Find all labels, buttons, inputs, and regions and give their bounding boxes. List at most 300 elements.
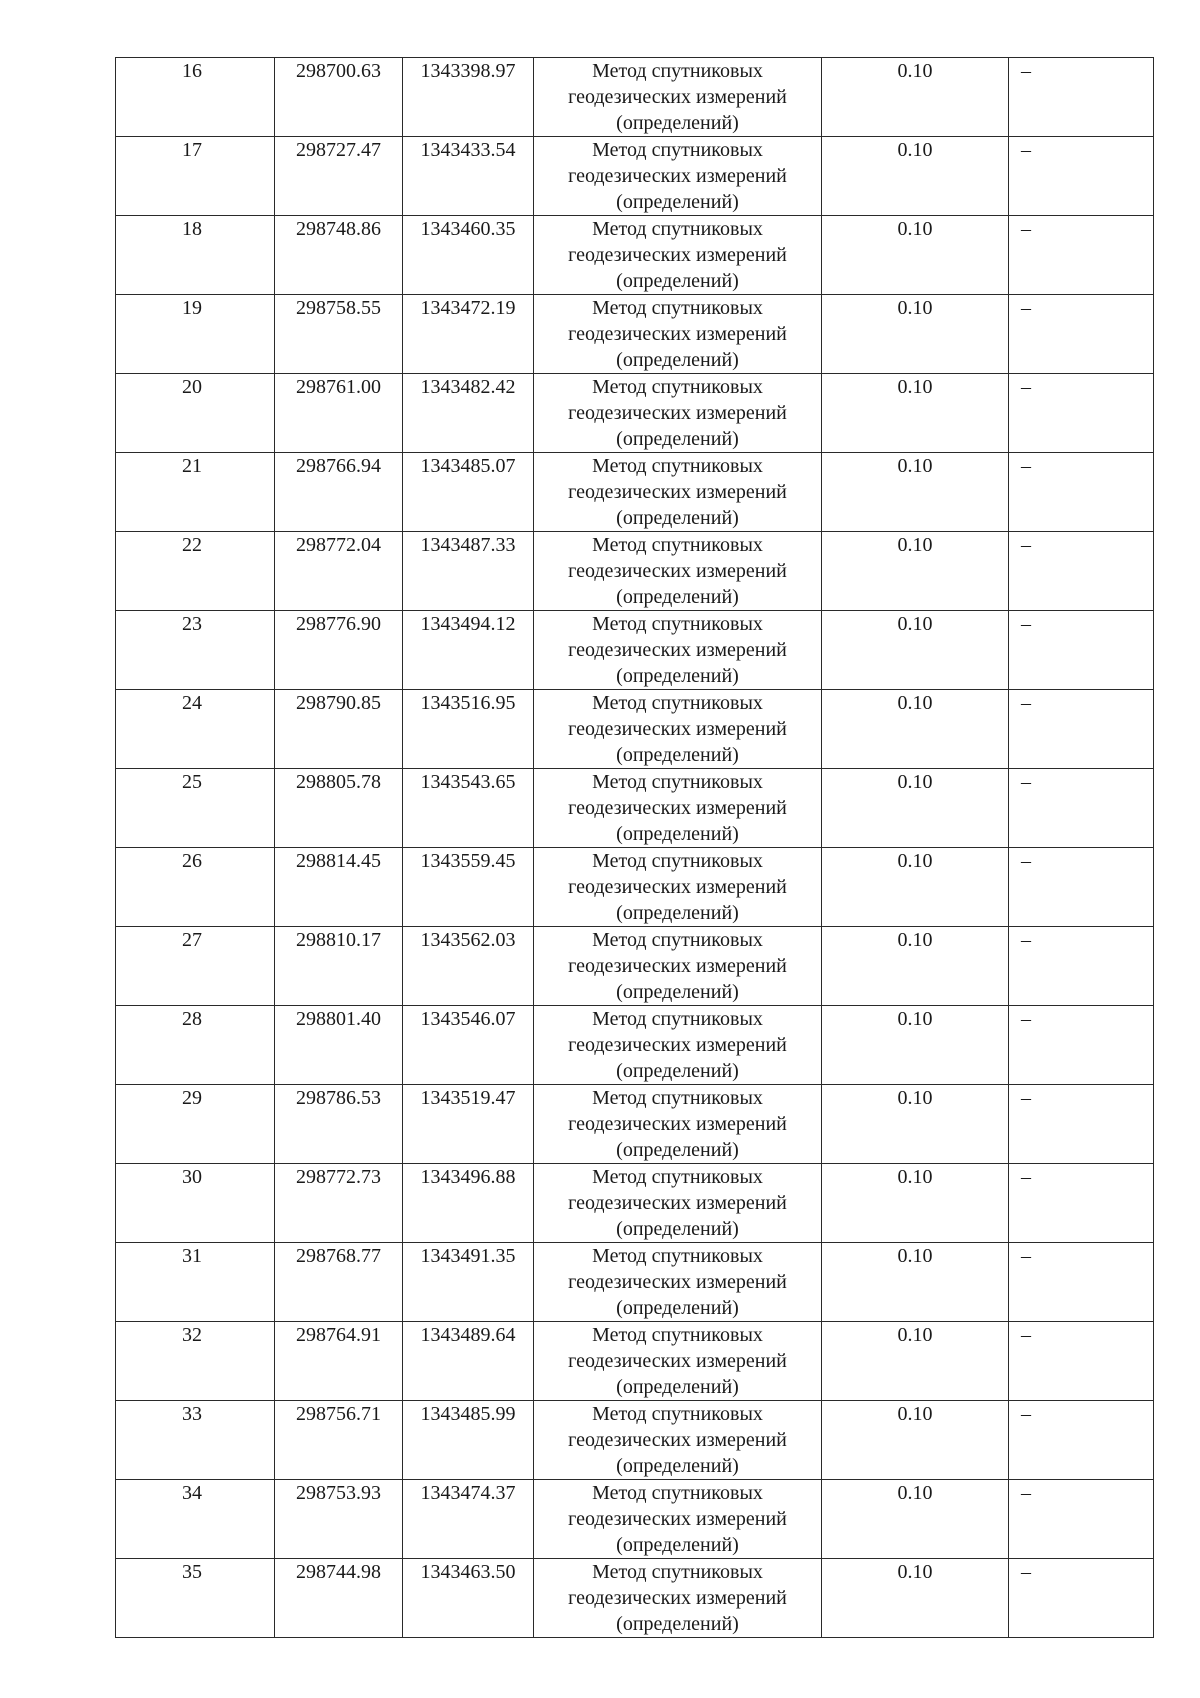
accuracy-cell-text: 0.10: [897, 929, 933, 951]
method-cell: [534, 611, 822, 690]
method-line: Метод спутниковых: [592, 376, 763, 398]
coordinate-y-cell: [403, 295, 534, 374]
method-line: (определений): [616, 270, 739, 292]
note-cell: [1009, 1006, 1154, 1085]
method-line: Метод спутниковых: [592, 139, 763, 161]
method-line: геодезических измерений: [568, 165, 787, 187]
accuracy-cell-text: 0.10: [897, 771, 933, 793]
method-line: геодезических измерений: [568, 1350, 787, 1372]
note-cell-text: –: [1021, 1166, 1031, 1188]
accuracy-cell-text: 0.10: [897, 613, 933, 635]
note-cell: [1009, 927, 1154, 1006]
note-cell-text: –: [1021, 692, 1031, 714]
point-number-cell: [116, 137, 275, 216]
coordinate-x-cell: [275, 1322, 403, 1401]
coordinate-y-cell: [403, 58, 534, 137]
method-cell: [534, 58, 822, 137]
coordinate-x-cell-text: 298768.77: [296, 1245, 381, 1267]
point-number-cell: [116, 1243, 275, 1322]
accuracy-cell: [822, 295, 1009, 374]
method-cell: [534, 137, 822, 216]
method-cell: [534, 453, 822, 532]
coordinate-x-cell-text: 298786.53: [296, 1087, 381, 1109]
note-cell-text: –: [1021, 376, 1031, 398]
note-cell-text: –: [1021, 1008, 1031, 1030]
coordinate-y-cell-text: 1343519.47: [420, 1087, 516, 1109]
note-cell-text: –: [1021, 1561, 1031, 1583]
coordinate-y-cell-text: 1343516.95: [420, 692, 516, 714]
coordinate-x-cell: [275, 1243, 403, 1322]
table-row: [116, 295, 1154, 374]
point-number-cell-text: 28: [182, 1008, 202, 1030]
coordinate-x-cell-text: 298772.04: [296, 534, 381, 556]
point-number-cell-text: 17: [182, 139, 202, 161]
coordinate-y-cell: [403, 848, 534, 927]
coordinate-y-cell: [403, 374, 534, 453]
coordinate-y-cell: [403, 1006, 534, 1085]
method-cell: [534, 690, 822, 769]
coordinate-x-cell: [275, 374, 403, 453]
note-cell: [1009, 1243, 1154, 1322]
point-number-cell: [116, 690, 275, 769]
accuracy-cell-text: 0.10: [897, 218, 933, 240]
method-cell: [534, 532, 822, 611]
accuracy-cell: [822, 1559, 1009, 1638]
method-line: геодезических измерений: [568, 244, 787, 266]
method-line: (определений): [616, 981, 739, 1003]
coordinate-y-cell-text: 1343559.45: [420, 850, 516, 872]
point-number-cell: [116, 769, 275, 848]
point-number-cell-text: 20: [182, 376, 202, 398]
method-line: Метод спутниковых: [592, 218, 763, 240]
accuracy-cell-text: 0.10: [897, 1087, 933, 1109]
method-line: (определений): [616, 349, 739, 371]
accuracy-cell: [822, 690, 1009, 769]
point-number-cell: [116, 216, 275, 295]
point-number-cell-text: 21: [182, 455, 202, 477]
coordinate-y-cell: [403, 1401, 534, 1480]
coordinate-x-cell: [275, 1559, 403, 1638]
method-line: Метод спутниковых: [592, 1561, 763, 1583]
coordinate-x-cell: [275, 1401, 403, 1480]
table-row: [116, 848, 1154, 927]
method-cell: [534, 1164, 822, 1243]
table-row: [116, 927, 1154, 1006]
accuracy-cell-text: 0.10: [897, 455, 933, 477]
coordinate-y-cell-text: 1343463.50: [420, 1561, 516, 1583]
method-cell: [534, 1559, 822, 1638]
coordinate-x-cell: [275, 611, 403, 690]
table-row: [116, 1243, 1154, 1322]
point-number-cell: [116, 1006, 275, 1085]
table-row: [116, 216, 1154, 295]
method-line: геодезических измерений: [568, 955, 787, 977]
coordinate-x-cell: [275, 216, 403, 295]
method-line: (определений): [616, 1218, 739, 1240]
accuracy-cell: [822, 216, 1009, 295]
point-number-cell: [116, 295, 275, 374]
coordinate-y-cell: [403, 927, 534, 1006]
method-line: геодезических измерений: [568, 1271, 787, 1293]
accuracy-cell: [822, 1164, 1009, 1243]
method-line: (определений): [616, 665, 739, 687]
method-line: Метод спутниковых: [592, 692, 763, 714]
coordinate-y-cell: [403, 1085, 534, 1164]
table-row: [116, 58, 1154, 137]
note-cell-text: –: [1021, 455, 1031, 477]
coordinate-x-cell: [275, 769, 403, 848]
point-number-cell: [116, 374, 275, 453]
coordinate-y-cell-text: 1343491.35: [420, 1245, 516, 1267]
note-cell: [1009, 848, 1154, 927]
method-cell: [534, 1006, 822, 1085]
method-line: геодезических измерений: [568, 639, 787, 661]
point-number-cell: [116, 1480, 275, 1559]
coordinate-y-cell-text: 1343489.64: [420, 1324, 516, 1346]
coordinate-x-cell: [275, 1164, 403, 1243]
point-number-cell: [116, 58, 275, 137]
accuracy-cell: [822, 769, 1009, 848]
method-line: (определений): [616, 902, 739, 924]
coordinate-y-cell-text: 1343474.37: [420, 1482, 516, 1504]
method-line: Метод спутниковых: [592, 297, 763, 319]
accuracy-cell-text: 0.10: [897, 1245, 933, 1267]
table-row: [116, 690, 1154, 769]
note-cell: [1009, 216, 1154, 295]
method-line: геодезических измерений: [568, 1429, 787, 1451]
point-number-cell-text: 24: [182, 692, 202, 714]
point-number-cell: [116, 1559, 275, 1638]
coordinate-y-cell-text: 1343460.35: [420, 218, 516, 240]
coordinate-y-cell-text: 1343546.07: [420, 1008, 516, 1030]
coordinate-y-cell: [403, 137, 534, 216]
coordinate-x-cell-text: 298766.94: [296, 455, 381, 477]
accuracy-cell-text: 0.10: [897, 60, 933, 82]
note-cell-text: –: [1021, 534, 1031, 556]
point-number-cell-text: 19: [182, 297, 202, 319]
note-cell-text: –: [1021, 1245, 1031, 1267]
point-number-cell: [116, 1401, 275, 1480]
note-cell: [1009, 690, 1154, 769]
method-line: Метод спутниковых: [592, 1087, 763, 1109]
coordinate-y-cell: [403, 1559, 534, 1638]
coordinate-x-cell: [275, 1480, 403, 1559]
table-row: [116, 1006, 1154, 1085]
note-cell-text: –: [1021, 1403, 1031, 1425]
coordinate-y-cell-text: 1343433.54: [420, 139, 516, 161]
accuracy-cell: [822, 1006, 1009, 1085]
method-line: Метод спутниковых: [592, 1403, 763, 1425]
accuracy-cell: [822, 927, 1009, 1006]
point-number-cell-text: 27: [182, 929, 202, 951]
method-line: Метод спутниковых: [592, 60, 763, 82]
coordinate-x-cell-text: 298758.55: [296, 297, 381, 319]
method-line: Метод спутниковых: [592, 1324, 763, 1346]
coordinate-x-cell-text: 298805.78: [296, 771, 381, 793]
method-line: (определений): [616, 1534, 739, 1556]
point-number-cell: [116, 1164, 275, 1243]
method-line: (определений): [616, 823, 739, 845]
coordinate-x-cell: [275, 690, 403, 769]
accuracy-cell-text: 0.10: [897, 692, 933, 714]
coordinate-x-cell: [275, 58, 403, 137]
coordinate-x-cell-text: 298810.17: [296, 929, 381, 951]
coordinate-y-cell-text: 1343485.07: [420, 455, 516, 477]
note-cell: [1009, 137, 1154, 216]
method-line: Метод спутниковых: [592, 455, 763, 477]
coordinate-y-cell: [403, 611, 534, 690]
coordinate-y-cell: [403, 690, 534, 769]
coordinate-x-cell-text: 298801.40: [296, 1008, 381, 1030]
method-line: геодезических измерений: [568, 876, 787, 898]
accuracy-cell: [822, 1480, 1009, 1559]
coordinate-y-cell: [403, 532, 534, 611]
note-cell-text: –: [1021, 771, 1031, 793]
table-row: [116, 769, 1154, 848]
point-number-cell-text: 30: [182, 1166, 202, 1188]
accuracy-cell: [822, 58, 1009, 137]
note-cell: [1009, 532, 1154, 611]
method-line: (определений): [616, 428, 739, 450]
coordinate-x-cell-text: 298744.98: [296, 1561, 381, 1583]
accuracy-cell: [822, 611, 1009, 690]
note-cell-text: –: [1021, 297, 1031, 319]
coordinate-y-cell: [403, 1243, 534, 1322]
coordinate-y-cell-text: 1343482.42: [420, 376, 516, 398]
point-number-cell-text: 26: [182, 850, 202, 872]
point-number-cell: [116, 1085, 275, 1164]
method-line: (определений): [616, 1297, 739, 1319]
note-cell-text: –: [1021, 60, 1031, 82]
note-cell: [1009, 295, 1154, 374]
method-line: геодезических измерений: [568, 718, 787, 740]
coordinate-x-cell-text: 298748.86: [296, 218, 381, 240]
point-number-cell-text: 35: [182, 1561, 202, 1583]
method-cell: [534, 848, 822, 927]
table-row: [116, 1480, 1154, 1559]
point-number-cell: [116, 1322, 275, 1401]
point-number-cell-text: 25: [182, 771, 202, 793]
accuracy-cell: [822, 137, 1009, 216]
method-line: Метод спутниковых: [592, 1482, 763, 1504]
table-row: [116, 532, 1154, 611]
point-number-cell-text: 33: [182, 1403, 202, 1425]
point-number-cell-text: 29: [182, 1087, 202, 1109]
point-number-cell: [116, 611, 275, 690]
coordinate-x-cell-text: 298764.91: [296, 1324, 381, 1346]
accuracy-cell-text: 0.10: [897, 534, 933, 556]
method-line: Метод спутниковых: [592, 929, 763, 951]
accuracy-cell-text: 0.10: [897, 376, 933, 398]
point-number-cell-text: 23: [182, 613, 202, 635]
accuracy-cell-text: 0.10: [897, 297, 933, 319]
note-cell-text: –: [1021, 218, 1031, 240]
accuracy-cell-text: 0.10: [897, 1008, 933, 1030]
method-line: (определений): [616, 586, 739, 608]
note-cell: [1009, 453, 1154, 532]
method-line: геодезических измерений: [568, 481, 787, 503]
coordinate-y-cell-text: 1343562.03: [420, 929, 516, 951]
method-cell: [534, 1243, 822, 1322]
coordinate-x-cell-text: 298761.00: [296, 376, 381, 398]
point-number-cell-text: 16: [182, 60, 202, 82]
coordinate-x-cell: [275, 1085, 403, 1164]
accuracy-cell-text: 0.10: [897, 1324, 933, 1346]
method-cell: [534, 1322, 822, 1401]
accuracy-cell-text: 0.10: [897, 139, 933, 161]
point-number-cell-text: 18: [182, 218, 202, 240]
point-number-cell: [116, 453, 275, 532]
method-cell: [534, 1401, 822, 1480]
method-line: Метод спутниковых: [592, 1008, 763, 1030]
note-cell-text: –: [1021, 613, 1031, 635]
method-line: геодезических измерений: [568, 560, 787, 582]
method-cell: [534, 769, 822, 848]
coordinate-y-cell: [403, 1164, 534, 1243]
accuracy-cell: [822, 1401, 1009, 1480]
point-number-cell: [116, 848, 275, 927]
coordinate-y-cell: [403, 769, 534, 848]
method-line: (определений): [616, 191, 739, 213]
table-row: [116, 1401, 1154, 1480]
method-line: геодезических измерений: [568, 1034, 787, 1056]
table-row: [116, 137, 1154, 216]
method-line: (определений): [616, 507, 739, 529]
note-cell: [1009, 58, 1154, 137]
coordinate-y-cell-text: 1343494.12: [420, 613, 516, 635]
method-line: (определений): [616, 1376, 739, 1398]
method-cell: [534, 1085, 822, 1164]
method-line: Метод спутниковых: [592, 850, 763, 872]
note-cell: [1009, 1559, 1154, 1638]
coordinate-y-cell-text: 1343472.19: [420, 297, 516, 319]
method-cell: [534, 374, 822, 453]
method-line: геодезических измерений: [568, 797, 787, 819]
coordinate-y-cell: [403, 1480, 534, 1559]
method-line: геодезических измерений: [568, 1587, 787, 1609]
method-line: Метод спутниковых: [592, 534, 763, 556]
note-cell: [1009, 374, 1154, 453]
accuracy-cell: [822, 848, 1009, 927]
coordinate-y-cell-text: 1343487.33: [420, 534, 516, 556]
note-cell-text: –: [1021, 850, 1031, 872]
coordinate-x-cell-text: 298756.71: [296, 1403, 381, 1425]
method-line: геодезических измерений: [568, 323, 787, 345]
coordinate-x-cell: [275, 137, 403, 216]
method-cell: [534, 1480, 822, 1559]
method-line: Метод спутниковых: [592, 613, 763, 635]
coordinate-y-cell-text: 1343485.99: [420, 1403, 516, 1425]
coordinate-x-cell-text: 298776.90: [296, 613, 381, 635]
method-line: (определений): [616, 1613, 739, 1635]
method-cell: [534, 295, 822, 374]
point-number-cell-text: 32: [182, 1324, 202, 1346]
table-row: [116, 1559, 1154, 1638]
note-cell-text: –: [1021, 1482, 1031, 1504]
table-row: [116, 374, 1154, 453]
note-cell: [1009, 1164, 1154, 1243]
coordinate-x-cell-text: 298790.85: [296, 692, 381, 714]
accuracy-cell-text: 0.10: [897, 1403, 933, 1425]
coordinate-y-cell: [403, 453, 534, 532]
coordinate-y-cell: [403, 1322, 534, 1401]
point-number-cell-text: 34: [182, 1482, 202, 1504]
note-cell-text: –: [1021, 139, 1031, 161]
note-cell-text: –: [1021, 1324, 1031, 1346]
accuracy-cell-text: 0.10: [897, 1166, 933, 1188]
method-line: геодезических измерений: [568, 1508, 787, 1530]
method-line: (определений): [616, 1139, 739, 1161]
coordinate-y-cell-text: 1343496.88: [420, 1166, 516, 1188]
method-line: геодезических измерений: [568, 402, 787, 424]
method-line: Метод спутниковых: [592, 1166, 763, 1188]
coordinate-x-cell-text: 298772.73: [296, 1166, 381, 1188]
point-number-cell-text: 22: [182, 534, 202, 556]
accuracy-cell: [822, 374, 1009, 453]
method-cell: [534, 216, 822, 295]
note-cell: [1009, 1401, 1154, 1480]
method-line: геодезических измерений: [568, 1113, 787, 1135]
accuracy-cell: [822, 1085, 1009, 1164]
table-row: [116, 1085, 1154, 1164]
coordinate-x-cell: [275, 848, 403, 927]
coordinate-x-cell: [275, 453, 403, 532]
method-line: (определений): [616, 744, 739, 766]
accuracy-cell: [822, 532, 1009, 611]
table-row: [116, 1164, 1154, 1243]
method-line: (определений): [616, 112, 739, 134]
accuracy-cell-text: 0.10: [897, 850, 933, 872]
table-row: [116, 611, 1154, 690]
coordinate-x-cell-text: 298753.93: [296, 1482, 381, 1504]
coordinate-x-cell: [275, 532, 403, 611]
table-row: [116, 1322, 1154, 1401]
point-number-cell: [116, 927, 275, 1006]
note-cell: [1009, 1085, 1154, 1164]
coordinate-x-cell-text: 298700.63: [296, 60, 381, 82]
coordinate-x-cell: [275, 295, 403, 374]
point-number-cell: [116, 532, 275, 611]
accuracy-cell: [822, 1243, 1009, 1322]
method-line: Метод спутниковых: [592, 771, 763, 793]
method-line: Метод спутниковых: [592, 1245, 763, 1267]
method-line: (определений): [616, 1060, 739, 1082]
coordinates-table: [115, 57, 1154, 1638]
coordinate-x-cell: [275, 927, 403, 1006]
accuracy-cell-text: 0.10: [897, 1561, 933, 1583]
method-line: геодезических измерений: [568, 86, 787, 108]
coordinate-x-cell-text: 298814.45: [296, 850, 381, 872]
note-cell-text: –: [1021, 929, 1031, 951]
accuracy-cell: [822, 453, 1009, 532]
note-cell: [1009, 769, 1154, 848]
coordinate-y-cell-text: 1343543.65: [420, 771, 516, 793]
coordinate-y-cell-text: 1343398.97: [420, 60, 516, 82]
accuracy-cell-text: 0.10: [897, 1482, 933, 1504]
point-number-cell-text: 31: [182, 1245, 202, 1267]
coordinate-x-cell-text: 298727.47: [296, 139, 381, 161]
method-cell: [534, 927, 822, 1006]
table-row: [116, 453, 1154, 532]
method-line: (определений): [616, 1455, 739, 1477]
note-cell: [1009, 1322, 1154, 1401]
method-line: геодезических измерений: [568, 1192, 787, 1214]
note-cell: [1009, 1480, 1154, 1559]
note-cell-text: –: [1021, 1087, 1031, 1109]
coordinate-x-cell: [275, 1006, 403, 1085]
note-cell: [1009, 611, 1154, 690]
table-body: [116, 58, 1154, 1638]
